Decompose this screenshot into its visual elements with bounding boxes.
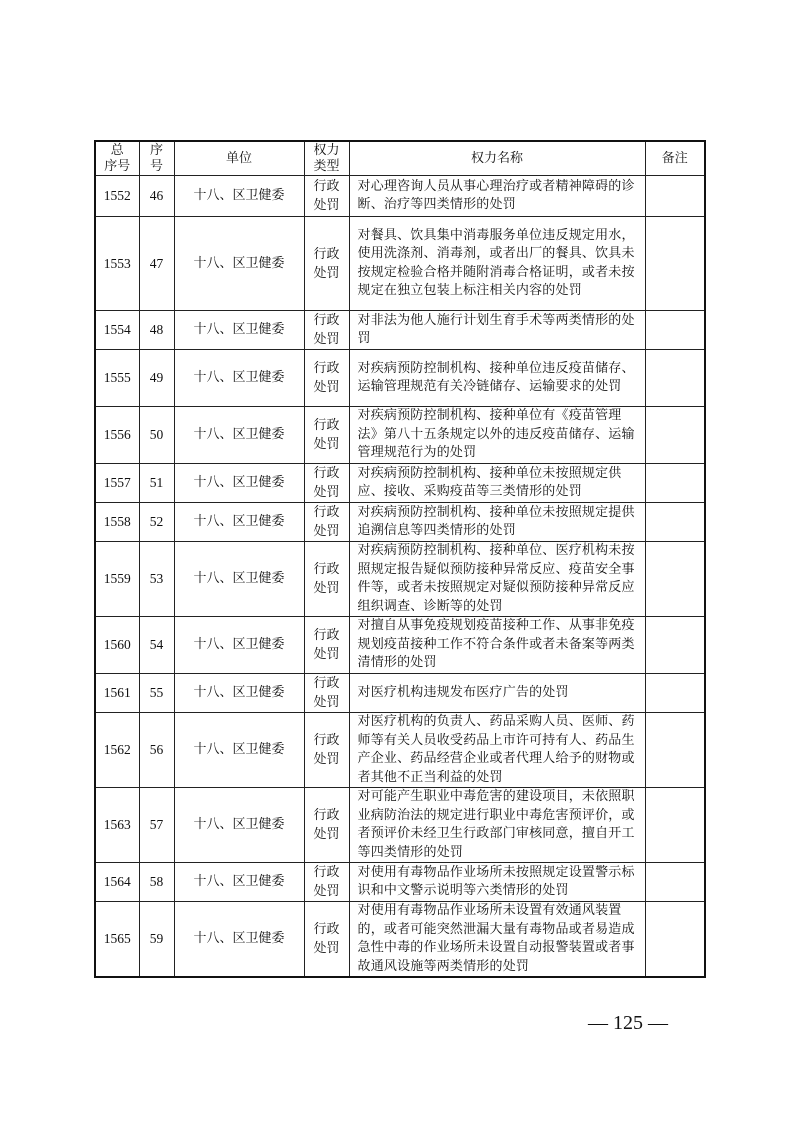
header-power-name: 权力名称 (349, 141, 645, 176)
power-type-cell: 行政 处罚 (304, 311, 349, 350)
power-type-cell: 行政 处罚 (304, 464, 349, 503)
total-no-cell: 1555 (95, 350, 139, 407)
power-type-cell: 行政 处罚 (304, 713, 349, 788)
remark-cell (645, 503, 705, 542)
power-name-cell: 对餐具、饮具集中消毒服务单位违反规定用水，使用洗涤剂、消毒剂，或者出厂的餐具、饮具未按规定检验合格并随附消毒合格证明，或者未按规定在独立包装上标注相关内容的处罚 (349, 217, 645, 311)
remark-cell (645, 713, 705, 788)
table-row (95, 902, 705, 978)
remark-cell (645, 350, 705, 407)
header-total-no: 总 序号 (95, 141, 139, 176)
total-no-cell: 1552 (95, 176, 139, 217)
power-name-cell: 对疾病预防控制机构、接种单位未按照规定供应、接收、采购疫苗等三类情形的处罚 (349, 464, 645, 503)
unit-cell: 十八、区卫健委 (174, 617, 304, 674)
total-no-cell: 1557 (95, 464, 139, 503)
table-body (95, 176, 705, 978)
header-remark: 备注 (645, 141, 705, 176)
total-no-cell: 1562 (95, 713, 139, 788)
total-no-cell: 1556 (95, 407, 139, 464)
seq-no-cell: 57 (139, 788, 174, 863)
power-type-cell: 行政 处罚 (304, 617, 349, 674)
page-number: — 125 — (588, 1012, 668, 1034)
power-type-cell: 行政 处罚 (304, 863, 349, 902)
unit-cell: 十八、区卫健委 (174, 902, 304, 978)
power-type-cell: 行政 处罚 (304, 674, 349, 713)
table-row (95, 217, 705, 311)
unit-cell: 十八、区卫健委 (174, 674, 304, 713)
total-no-cell: 1564 (95, 863, 139, 902)
power-type-cell: 行政 处罚 (304, 542, 349, 617)
unit-cell: 十八、区卫健委 (174, 407, 304, 464)
remark-cell (645, 863, 705, 902)
power-name-cell: 对心理咨询人员从事心理治疗或者精神障碍的诊断、治疗等四类情形的处罚 (349, 176, 645, 217)
seq-no-cell: 56 (139, 713, 174, 788)
power-type-cell: 行政 处罚 (304, 902, 349, 978)
remark-cell (645, 217, 705, 311)
total-no-cell: 1558 (95, 503, 139, 542)
remark-cell (645, 674, 705, 713)
unit-cell: 十八、区卫健委 (174, 464, 304, 503)
power-type-cell: 行政 处罚 (304, 788, 349, 863)
power-list-table (94, 140, 706, 978)
table-row (95, 464, 705, 503)
remark-cell (645, 464, 705, 503)
remark-cell (645, 311, 705, 350)
power-type-cell: 行政 处罚 (304, 503, 349, 542)
seq-no-cell: 48 (139, 311, 174, 350)
seq-no-cell: 46 (139, 176, 174, 217)
remark-cell (645, 788, 705, 863)
total-no-cell: 1561 (95, 674, 139, 713)
seq-no-cell: 51 (139, 464, 174, 503)
total-no-cell: 1559 (95, 542, 139, 617)
seq-no-cell: 55 (139, 674, 174, 713)
power-name-cell: 对医疗机构违规发布医疗广告的处罚 (349, 674, 645, 713)
power-type-cell: 行政 处罚 (304, 407, 349, 464)
power-type-cell: 行政 处罚 (304, 217, 349, 311)
unit-cell: 十八、区卫健委 (174, 788, 304, 863)
power-name-cell: 对可能产生职业中毒危害的建设项目，未依照职业病防治法的规定进行职业中毒危害预评价，或者预评价未经卫生行政部门审核同意，擅自开工等四类情形的处罚 (349, 788, 645, 863)
header-seq-no: 序 号 (139, 141, 174, 176)
power-name-cell: 对擅自从事免疫规划疫苗接种工作、从事非免疫规划疫苗接种工作不符合条件或者未备案等两类清情形的处罚 (349, 617, 645, 674)
power-name-cell: 对疾病预防控制机构、接种单位违反疫苗储存、运输管理规范有关冷链储存、运输要求的处罚 (349, 350, 645, 407)
header-unit: 单位 (174, 141, 304, 176)
table-row (95, 863, 705, 902)
power-type-cell: 行政 处罚 (304, 350, 349, 407)
header-power-type: 权力 类型 (304, 141, 349, 176)
remark-cell (645, 176, 705, 217)
power-name-cell: 对疾病预防控制机构、接种单位未按照规定提供追溯信息等四类情形的处罚 (349, 503, 645, 542)
seq-no-cell: 49 (139, 350, 174, 407)
remark-cell (645, 617, 705, 674)
seq-no-cell: 58 (139, 863, 174, 902)
total-no-cell: 1565 (95, 902, 139, 978)
table-row (95, 713, 705, 788)
table-row (95, 407, 705, 464)
table-row (95, 617, 705, 674)
seq-no-cell: 59 (139, 902, 174, 978)
power-name-cell: 对使用有毒物品作业场所未设置有效通风装置的，或者可能突然泄漏大量有毒物品或者易造成急性中毒的作业场所未设置自动报警装置或者事故通风设施等两类情形的处罚 (349, 902, 645, 978)
power-name-cell: 对非法为他人施行计划生育手术等两类情形的处罚 (349, 311, 645, 350)
table-row (95, 542, 705, 617)
table-row (95, 788, 705, 863)
seq-no-cell: 52 (139, 503, 174, 542)
total-no-cell: 1554 (95, 311, 139, 350)
seq-no-cell: 50 (139, 407, 174, 464)
table-row (95, 176, 705, 217)
header-row (95, 141, 705, 176)
unit-cell: 十八、区卫健委 (174, 863, 304, 902)
unit-cell: 十八、区卫健委 (174, 542, 304, 617)
unit-cell: 十八、区卫健委 (174, 311, 304, 350)
remark-cell (645, 407, 705, 464)
seq-no-cell: 53 (139, 542, 174, 617)
table-row (95, 674, 705, 713)
total-no-cell: 1560 (95, 617, 139, 674)
power-name-cell: 对疾病预防控制机构、接种单位、医疗机构未按照规定报告疑似预防接种异常反应、疫苗安全事件等，或者未按照规定对疑似预防接种异常反应组织调查、诊断等的处罚 (349, 542, 645, 617)
remark-cell (645, 902, 705, 978)
power-type-cell: 行政 处罚 (304, 176, 349, 217)
seq-no-cell: 47 (139, 217, 174, 311)
power-name-cell: 对使用有毒物品作业场所未按照规定设置警示标识和中文警示说明等六类情形的处罚 (349, 863, 645, 902)
unit-cell: 十八、区卫健委 (174, 176, 304, 217)
power-name-cell: 对疾病预防控制机构、接种单位有《疫苗管理法》第八十五条规定以外的违反疫苗储存、运输管理规范行为的处罚 (349, 407, 645, 464)
power-name-cell: 对医疗机构的负责人、药品采购人员、医师、药师等有关人员收受药品上市许可持有人、药品生产企业、药品经营企业或者代理人给予的财物或者其他不正当利益的处罚 (349, 713, 645, 788)
unit-cell: 十八、区卫健委 (174, 350, 304, 407)
unit-cell: 十八、区卫健委 (174, 713, 304, 788)
unit-cell: 十八、区卫健委 (174, 217, 304, 311)
seq-no-cell: 54 (139, 617, 174, 674)
total-no-cell: 1553 (95, 217, 139, 311)
table-header (95, 141, 705, 176)
total-no-cell: 1563 (95, 788, 139, 863)
unit-cell: 十八、区卫健委 (174, 503, 304, 542)
remark-cell (645, 542, 705, 617)
table-row (95, 503, 705, 542)
table-row (95, 311, 705, 350)
table-row (95, 350, 705, 407)
